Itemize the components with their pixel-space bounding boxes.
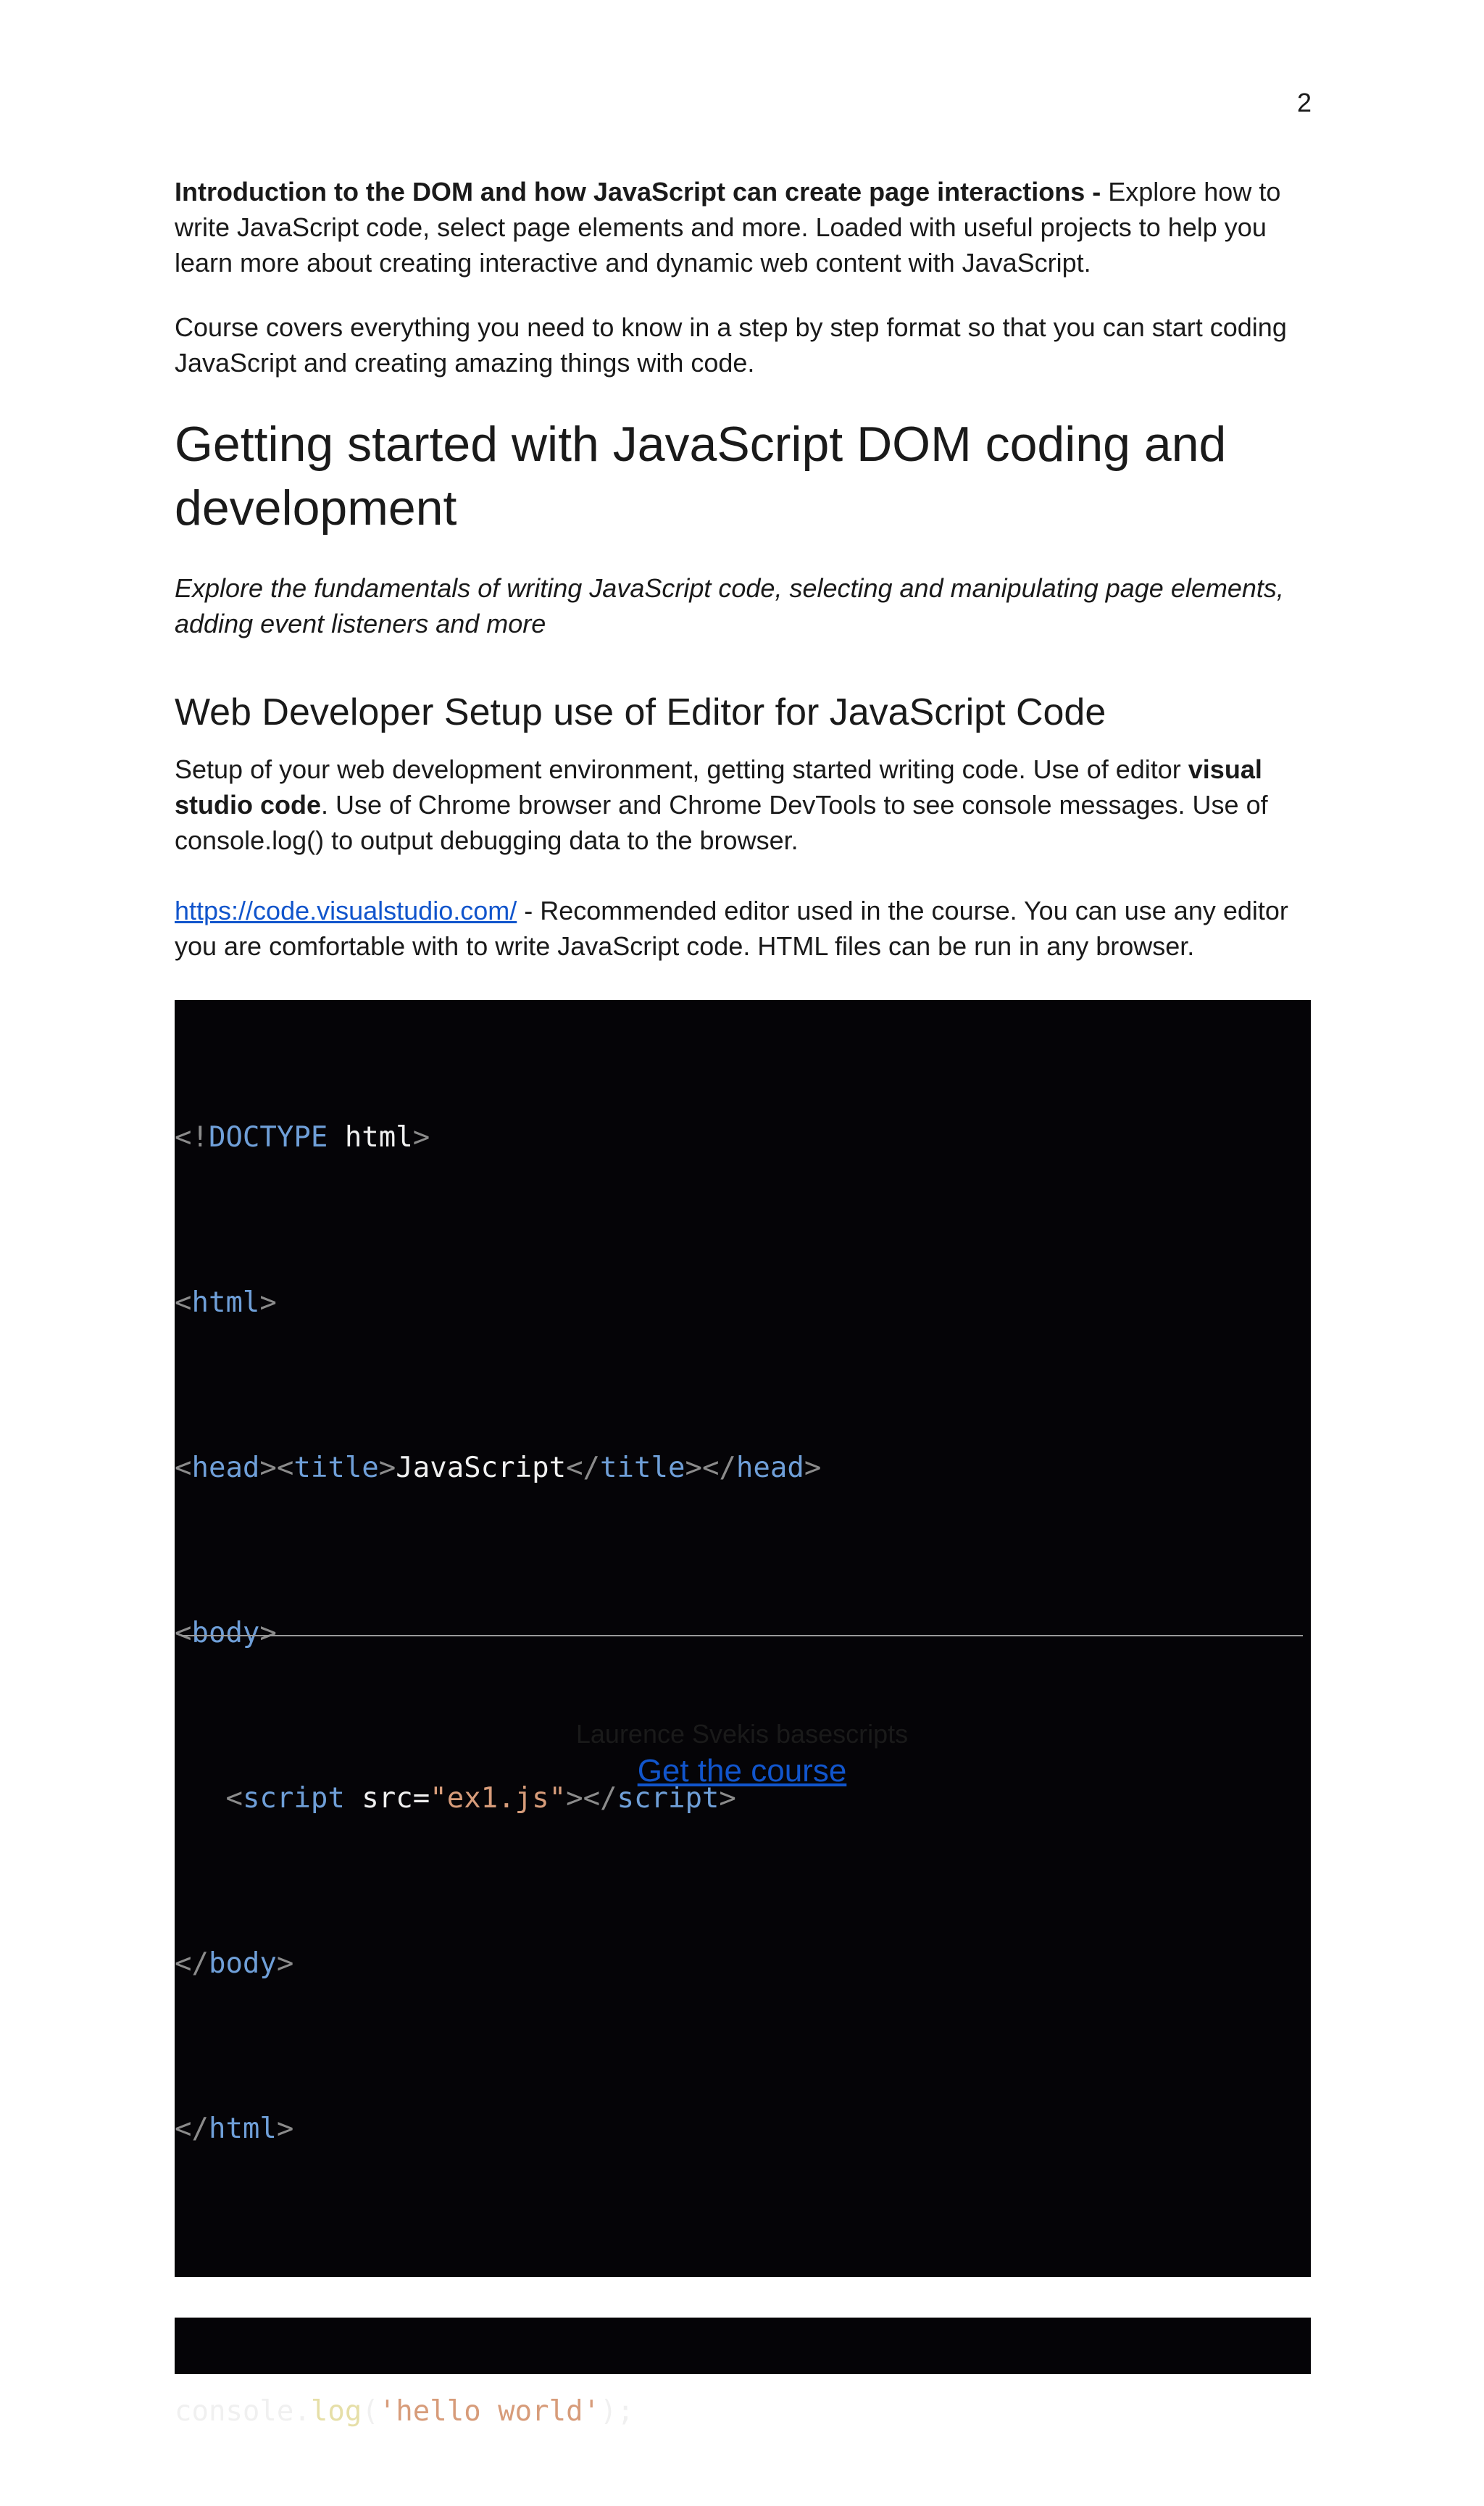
setup-bold-editor: visual studio code — [175, 754, 1262, 820]
code-token: < — [225, 1782, 243, 1815]
intro-paragraph — [175, 174, 1311, 280]
html-code-block — [175, 1000, 1311, 2277]
code-token: title — [293, 1452, 379, 1484]
page-content — [175, 174, 1311, 2428]
code-token: head — [735, 1452, 804, 1484]
code-token: head — [191, 1452, 260, 1484]
code-token: > — [719, 1782, 736, 1815]
code-token: script — [617, 1782, 720, 1815]
code-token: > — [276, 1947, 294, 1980]
code-line — [175, 1936, 1311, 1991]
code-token: ( — [362, 2395, 379, 2428]
code-line — [175, 2393, 1311, 2431]
covers-paragraph: Course covers everything you need to know in a step by step format so that you can start coding JavaScript and creating amazing things with code. — [175, 312, 1287, 378]
code-token: < — [175, 1617, 192, 1649]
code-line — [175, 1110, 1311, 1165]
code-token: src= — [344, 1782, 430, 1815]
code-token: < — [175, 1286, 192, 1319]
editor-paragraph — [175, 893, 1311, 964]
setup-text-a: Setup of your web development environment, getting started writing code. Use of editor — [175, 754, 1188, 784]
code-line — [175, 1275, 1311, 1331]
code-token: log — [310, 2395, 362, 2428]
get-course-link[interactable]: Get the course — [637, 1753, 847, 1789]
code-token: < — [175, 1452, 192, 1484]
code-token: > — [259, 1452, 277, 1484]
page-number: 2 — [1296, 88, 1312, 117]
code-token: . — [293, 2395, 311, 2428]
code-token: html — [191, 1286, 260, 1319]
code-token: html — [328, 1121, 413, 1154]
code-token: 'hello world' — [378, 2395, 601, 2428]
code-token: > — [412, 1121, 430, 1154]
code-token: > — [276, 2112, 294, 2145]
footer-divider — [181, 1635, 1303, 1636]
code-token: > — [566, 1782, 583, 1815]
setup-text-b: . Use of Chrome browser and Chrome DevTools to see console messages. Use of console.log() to output debugging data to the browser. — [175, 790, 1268, 855]
code-token: body — [191, 1617, 260, 1649]
code-token: </ — [701, 1452, 736, 1484]
page-footer — [0, 1718, 1484, 1791]
editor-note-text: - Recommended editor used in the course. You can use any editor you are comfortable with to write JavaScript code. HTML files can be run in any browser. — [175, 896, 1288, 961]
code-token: </ — [583, 1782, 617, 1815]
code-token: DOCTYPE — [208, 1121, 328, 1154]
js-code-block — [175, 2318, 1311, 2428]
footer-author: Laurence Svekis basescripts — [575, 1719, 909, 1749]
setup-paragraph — [175, 752, 1311, 858]
code-line — [175, 2102, 1311, 2157]
vscode-link[interactable]: https://code.visualstudio.com/ — [175, 896, 517, 925]
intro-bold: Introduction to the DOM and how JavaScript can create page interactions - — [175, 177, 1109, 207]
page-heading: Getting started with JavaScript DOM coding and development — [175, 417, 1227, 536]
intro-text: Explore how to write JavaScript code, select page elements and more. Loaded with useful projects to help you learn more about creating interactive and dynamic web content with JavaScript. — [175, 177, 1281, 278]
code-token: < — [276, 1452, 294, 1484]
code-token: > — [685, 1452, 702, 1484]
code-token: </ — [175, 2112, 209, 2145]
code-token: console — [175, 2395, 294, 2428]
code-line — [175, 1441, 1311, 1496]
code-token: JavaScript — [396, 1452, 567, 1484]
code-line — [175, 1606, 1311, 1661]
code-token: script — [242, 1782, 345, 1815]
code-token: <! — [175, 1121, 209, 1154]
code-token: > — [378, 1452, 396, 1484]
code-token: ); — [600, 2395, 635, 2428]
code-token: "ex1.js" — [430, 1782, 567, 1815]
code-token: > — [804, 1452, 822, 1484]
code-token: > — [259, 1617, 277, 1649]
code-token: > — [259, 1286, 277, 1319]
section-subtitle: Explore the fundamentals of writing JavaScript code, selecting and manipulating page elements, adding event listeners and more — [175, 573, 1284, 638]
code-token: html — [208, 2112, 277, 2145]
code-token: body — [208, 1947, 277, 1980]
code-token: title — [600, 1452, 685, 1484]
section-title: Web Developer Setup use of Editor for JavaScript Code — [175, 691, 1106, 733]
code-token: </ — [566, 1452, 601, 1484]
code-token: </ — [175, 1947, 209, 1980]
